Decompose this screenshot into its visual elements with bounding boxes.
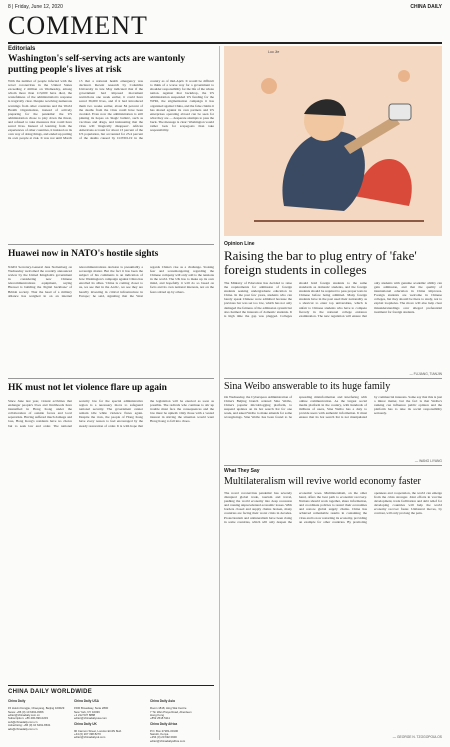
footer-col-title: China Daily UK — [74, 721, 97, 726]
opinion-byline-1: — FUJIANG, TIANJIN — [409, 372, 442, 376]
title-rule — [8, 42, 442, 44]
cartoon-graphic — [224, 46, 442, 236]
column-divider — [219, 46, 220, 740]
divider — [8, 244, 214, 245]
cartoon-credit: Luo Jie — [268, 50, 280, 54]
footer-col-text: 1500 Broadway, Suite 2800 New York, NY 10036 +1 212 537 8888 editor@chinadailyusa.com — [74, 706, 109, 721]
footer-col-title: China Daily Africa — [150, 721, 178, 726]
divider — [8, 378, 214, 379]
footer-col-text: Room 1818, Hing Wai Centre 7 Tin Wan Praya Road, Aberdeen Hong Kong +852 2518 5111 — [150, 706, 192, 721]
footer-col — [150, 697, 214, 743]
divider — [224, 378, 442, 379]
page-info: 8 | Friday, June 12, 2020 — [8, 4, 63, 10]
opinion-label: Opinion Line — [224, 241, 255, 247]
opinion-body-3: The novel coronavirus pandemic has severely disrupted global trade, tourism and travel, pushing the world economy into deep recession and causing unprecedented economic losses. With borders closed and supply chains broken, many countries are facing their worst crisis in decades. Protectionism and unilateralism have been rising in some countries, which will only deepen the economic woes. Multilateralism, on the other hand, offers the best path to economic recovery. Nations should work together, share information, and coordinate policies to restart their economies and restore global supply chains. China has achieved remarkable results in containing the virus and is now restarting its economy, providing an example for other countries. By promoting openness and cooperation, the world can emerge from the crisis stronger. Joint efforts in vaccine development, trade facilitation and debt relief for developing countries will help the world economy recover faster. Unilateral moves, by contrast, will only prolong the pain. — [224, 491, 442, 524]
editorial-cartoon — [224, 46, 442, 236]
editorial-headline-1: Washington's self-serving acts are wantonly putting people's lives at risk — [8, 54, 186, 75]
footer-col — [74, 697, 144, 740]
opinion-headline-1: Raising the bar to plug entry of 'fake' foreign students in colleges — [224, 248, 417, 277]
footer-rule — [8, 685, 214, 686]
footer-col-text: 90 Cannon Street, London EC4N 6HA +44 (0) 207 398 8270 editor@chinadailyuk.com — [74, 728, 122, 740]
editorial-body-1: With the number of people infected with the novel coronavirus in the United States exceeding 2 million on Wednesday, among whom more than 113,000 have died, the wastefulness of the administration's response is tragically clear. Despite receiving numerous warnings from other countries and the World Health Organization, instead of actively preparing for the pandemic the US administration chose to play down the threat, and refused to take measures that could have saved lives. Instead of learning from the experiences of other countries, it insisted on its own way of doing things, and ended up putting its own people at risk. It was not until March 13 that a national health emergency was declared. Recent research by Columbia University in late May indicated that if the government had imposed movement restrictions one week earlier, it could have saved 36,000 lives, and if it had introduced them two weeks earlier, about 84 percent of the deaths from the virus could have been avoided. Even now the administration is still pinning its hopes on 'magic bullets', such as vaccines and drugs, and insinuating that the virus will 'magically disappear'. African Americans account for about 13 percent of the US population, but accounted for 23.4 percent of the deaths caused by COVID-19 in the country as of mid-April. It would be difficult to think of a worse way for a government to shoulder responsibility for the life of the whole nation. Against that backdrop, the US administration suspended US funding for the WHO, the stigmatization campaign it has organized against China, and the false claims it has shared against its own partners and US enterprises operating abroad can be seen for what they are — desperate attempts to pass the buck. The message is clear: Washington would rather look for scapegoats than take responsibility. — [8, 79, 214, 141]
editorials-label: Editorials — [8, 46, 36, 52]
footer-label: CHINA DAILY WORLDWIDE — [8, 689, 93, 695]
section-title: COMMENT — [8, 11, 148, 40]
footer-col-title: China Daily — [8, 699, 26, 704]
opinion-body-1: The Ministry of Education has decided to raise the requirements for admission of foreign students seeking undergraduate education in China. In the past few years, students who can barely speak Chinese were admitted because the previous bar was set too low, which has not only damaged the fairness of the admission system but also harmed the interests of domestic students. It is high time the gap was plugged. Colleges should hold foreign students to the same standards as domestic students, and the foreign students should be required to pass proper tests in Chinese before being admitted. Many foreign students have in the past used their nationality as a shortcut to enter top universities, which is unfair to Chinese students who have to compete fiercely in the national college entrance examination. The new regulation will ensure that only students with genuine academic ability can gain admission, and that the quality of international education in China improves. Foreign students are welcome in Chinese colleges, but they should be there to study, not to exploit loopholes. The move will also help clear misunderstandings over alleged preferential treatment for foreign students. — [224, 281, 442, 318]
footer-col-text: P.O. Box 27281-00100 Nairobi, Kenya +254 (0) 20 692 0900 editor@chinadailyafrica.com — [150, 728, 186, 743]
editorial-body-2: NATO Secretary-General Jens Stoltenberg on Wednesday welcomed the recently announced review by the United Kingdom's government in considering new Chinese telecommunications equipment, saying Huawei is building the 'digital backbone' of British society. That the head of a military alliance has weighed in on an internal telecommunications decision is presumably a sovereign matter. But the fact it has been the subject of his comments is an indication of how Washington's campaign against China has enrolled its allies. 'China is coming closer to us, we see that in the Arctic, we see they are heavily investing in critical infrastructure in Europe,' he said, signaling that the West regards China's rise as a challenge. Stoking fear and scaremongering regarding the Chinese company will only add to the tensions in the world. The UK has to make up its own mind, and hopefully it will do so based on facts and its own national interests, not on the fears stirred up by others. — [8, 265, 214, 298]
opinion-body-2: On Wednesday, the Cyberspace Administration of China's Beijing branch ordered Sina Weibo, China's popular microblogging platform, to suspend updates on its hot search list for one week, and asked Weibo to make amends for some wrongdoings. Sina Weibo has been found to be spreading misinformation and interfering with online communication. As the largest social media platform in the country, with hundreds of millions of users, Sina Weibo has a duty to provide users with authentic information. It must ensure that its hot search list is not manipulated by commercial interests. Some say that this is just a minor matter, but the fact is that Weibo's ranking can influence public opinion and the platform has to take its social responsibility seriously. — [224, 395, 442, 420]
what-they-say-label: What They Say — [224, 468, 260, 474]
footer-col-title: China Daily USA — [74, 699, 99, 704]
footer-col-title: China Daily Asia — [150, 699, 175, 704]
editorial-headline-3: HK must not let violence flare up again — [8, 383, 167, 393]
editorial-headline-2: Huawei now in NATO's hostile sights — [8, 249, 159, 259]
opinion-byline-3: — GEORGE N. TZOGOPOULOS — [392, 735, 442, 739]
divider — [224, 465, 442, 466]
footer-col — [8, 697, 68, 731]
editorial-body-3: Since June last year, violent activities that endanger people's lives and livelihoods have intensified in Hong Kong under the collaboration of outside forces and local separatists. Having suffered much damage and loss, Hong Kong's residents have no choice but to seek law and order. The national security law for the special administrative region is a necessary move to safeguard national security. The government cannot remain idle while violence flares again. Despite the riots, the people of Hong Kong have every reason to feel encouraged by the steady restoration of order. It is with hope that the legislation will be enacted as soon as possible. The radicals who continue to stir up trouble must face the consequences and the law must be upheld. Only those with a vested interest in stirring the situation would want Hong Kong to fall into chaos. — [8, 399, 214, 428]
publication-name: CHINA DAILY — [410, 4, 442, 10]
opinion-headline-2: Sina Weibo answerable to its huge family — [224, 381, 391, 392]
opinion-byline-2: — WANG LIYANG — [414, 459, 442, 463]
footer-col-text: 15 Huixin Dongjie, Chaoyang, Beijing 100029 News: +86 (0) 10 6491-8366 editor@chinadaily.com.cn Subscription: +86 400-699-0203 sub@chinadaily.com.cn Advertising: +86 (0) 10 6491-8631 ads@chinadaily.com.cn — [8, 706, 65, 731]
opinion-headline-3: Multilateralism will revive world economy faster — [224, 476, 421, 487]
